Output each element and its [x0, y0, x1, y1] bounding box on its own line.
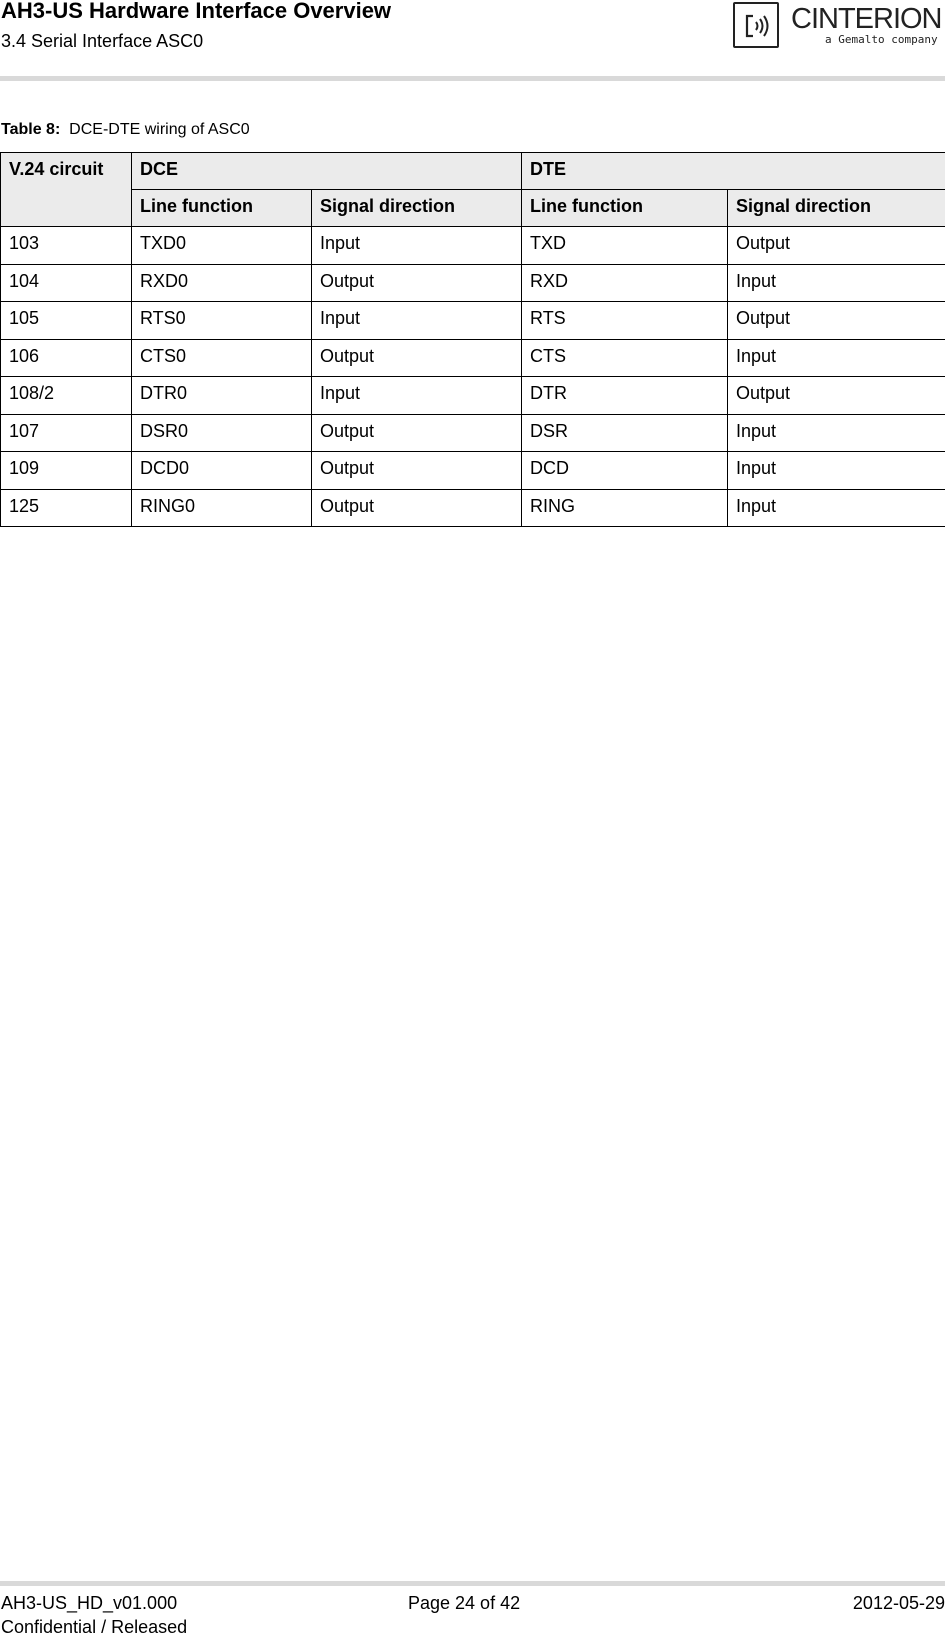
cell-circuit: 108/2: [1, 377, 132, 415]
cell-dce-line: TXD0: [132, 227, 312, 265]
section-title: 3.4 Serial Interface ASC0: [1, 30, 203, 52]
cell-dce-line: CTS0: [132, 339, 312, 377]
cell-dce-signal: Input: [312, 377, 522, 415]
cell-dte-signal: Input: [728, 414, 945, 452]
footer-status: Confidential / Released: [1, 1616, 187, 1638]
table-row: [1, 489, 945, 527]
cinterion-logo-icon: [733, 2, 779, 48]
table-subheader-row: [1, 190, 945, 227]
footer-document-id: AH3-US_HD_v01.000: [1, 1592, 177, 1614]
table-row: [1, 414, 945, 452]
table-row: [1, 452, 945, 490]
cell-dce-line: RXD0: [132, 264, 312, 302]
cell-dte-signal: Input: [728, 452, 945, 490]
column-header-dce-line-function: Line function: [132, 190, 312, 227]
logo-tagline: a Gemalto company: [825, 33, 938, 47]
cell-dte-line: DTR: [522, 377, 728, 415]
cell-dte-line: RTS: [522, 302, 728, 340]
cell-circuit: 109: [1, 452, 132, 490]
column-header-dte-signal-direction: Signal direction: [728, 190, 945, 227]
cell-dce-line: DTR0: [132, 377, 312, 415]
cell-dce-line: DSR0: [132, 414, 312, 452]
cell-dte-signal: Input: [728, 339, 945, 377]
cell-dte-line: DCD: [522, 452, 728, 490]
cell-dte-signal: Input: [728, 489, 945, 527]
cell-dte-line: CTS: [522, 339, 728, 377]
cell-dte-signal: Output: [728, 302, 945, 340]
cell-circuit: 104: [1, 264, 132, 302]
column-header-dte-line-function: Line function: [522, 190, 728, 227]
cell-dce-signal: Output: [312, 414, 522, 452]
cell-dce-line: RING0: [132, 489, 312, 527]
cell-dte-line: DSR: [522, 414, 728, 452]
cell-dte-line: RXD: [522, 264, 728, 302]
table-caption: [1, 120, 250, 140]
cell-dce-line: RTS0: [132, 302, 312, 340]
signal-waves-icon: [741, 10, 773, 42]
table-header-row: [1, 153, 945, 190]
table-row: [1, 227, 945, 265]
cinterion-logo: [731, 0, 945, 54]
cell-dce-signal: Output: [312, 489, 522, 527]
cell-circuit: 107: [1, 414, 132, 452]
cell-circuit: 106: [1, 339, 132, 377]
table-row: [1, 264, 945, 302]
footer-divider: [0, 1581, 945, 1586]
column-header-dce-signal-direction: Signal direction: [312, 190, 522, 227]
cell-dte-line: TXD: [522, 227, 728, 265]
cell-circuit: 125: [1, 489, 132, 527]
cell-dce-line: DCD0: [132, 452, 312, 490]
table-caption-text: DCE-DTE wiring of ASC0: [69, 121, 250, 138]
cell-dce-signal: Input: [312, 302, 522, 340]
footer-date: 2012-05-29: [853, 1592, 945, 1614]
cell-dce-signal: Output: [312, 339, 522, 377]
column-header-circuit: V.24 circuit: [1, 153, 132, 227]
header-divider: [0, 76, 945, 81]
cell-circuit: 105: [1, 302, 132, 340]
cell-dte-line: RING: [522, 489, 728, 527]
cell-dce-signal: Output: [312, 452, 522, 490]
column-header-dte: DTE: [522, 153, 945, 190]
table-row: [1, 302, 945, 340]
table-caption-label: Table 8:: [1, 121, 60, 138]
table-row: [1, 339, 945, 377]
cell-circuit: 103: [1, 227, 132, 265]
column-header-dce: DCE: [132, 153, 522, 190]
document-title: AH3-US Hardware Interface Overview: [1, 0, 391, 24]
footer-page-number: Page 24 of 42: [408, 1592, 520, 1614]
cell-dte-signal: Output: [728, 227, 945, 265]
cell-dce-signal: Input: [312, 227, 522, 265]
logo-wordmark: CINTERION: [791, 2, 942, 36]
cell-dte-signal: Output: [728, 377, 945, 415]
cell-dte-signal: Input: [728, 264, 945, 302]
table-row: [1, 377, 945, 415]
dce-dte-wiring-table: [0, 152, 945, 527]
cell-dce-signal: Output: [312, 264, 522, 302]
